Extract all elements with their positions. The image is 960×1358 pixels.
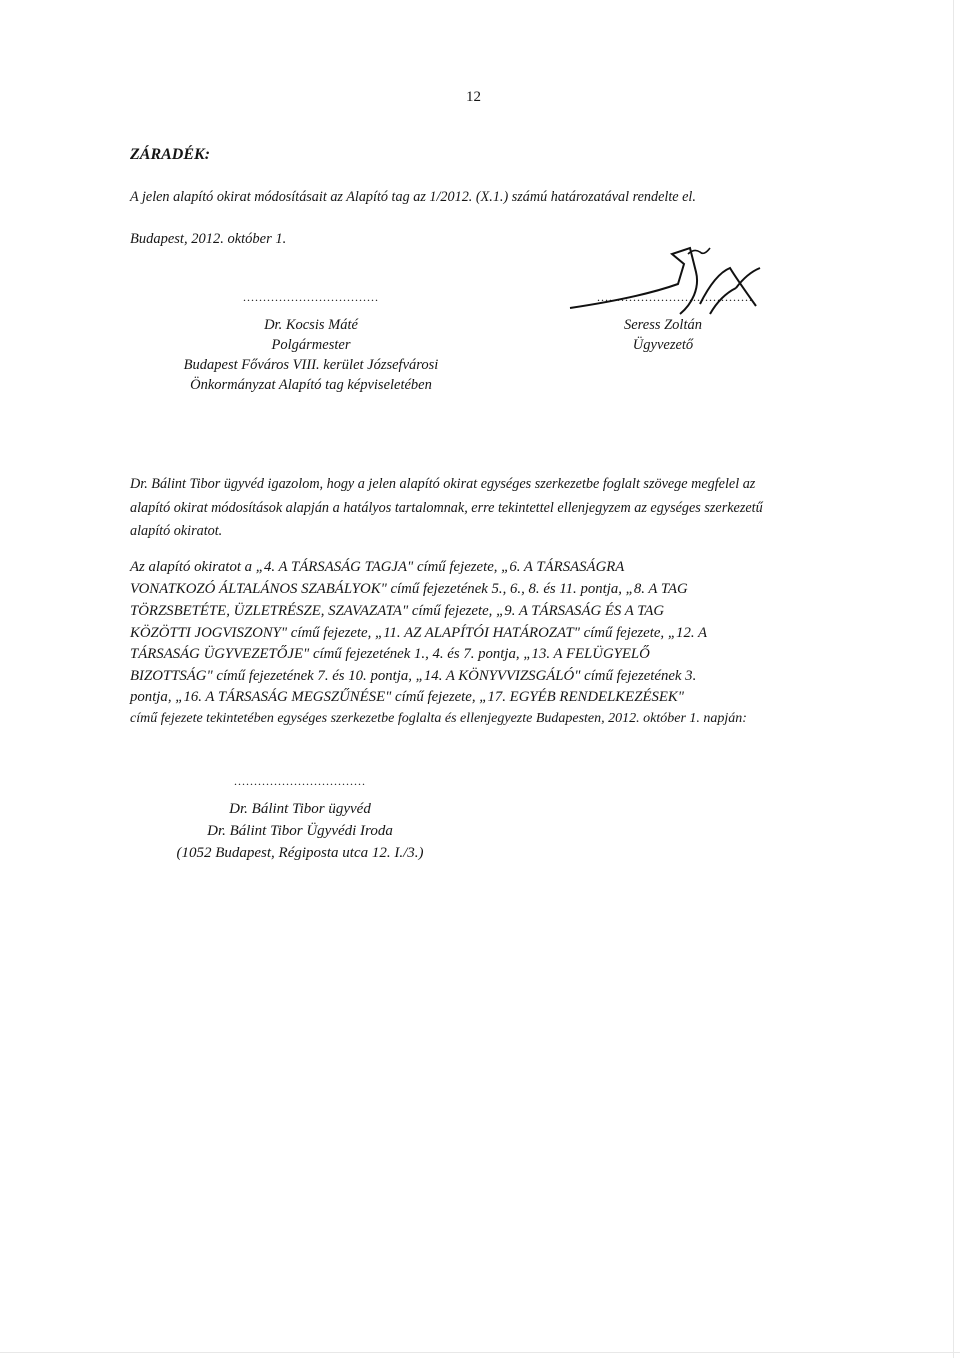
signatory-name: Seress Zoltán: [623, 317, 702, 333]
attestation-line: Dr. Bálint Tibor ügyvéd igazolom, hogy a jelen alapító okirat egységes szerkezetbe foglalt szövege megfelel az: [130, 476, 756, 492]
signatory-title: Polgármester: [271, 337, 351, 353]
date-line: Budapest, 2012. október 1.: [130, 231, 287, 247]
left-signature-block: [150, 292, 472, 395]
attestation-line: alapító okirat módosítások alapján a hatályos tartalomnak, erre tekintettel ellenjegyzem az egységes szerkezetű: [130, 500, 763, 516]
chapters-line: KÖZÖTTI JOGVISZONY" című fejezete, „11. AZ ALAPÍTÓI HATÁROZAT" című fejezete, „12. A: [130, 625, 708, 641]
lawyer-office: Dr. Bálint Tibor Ügyvédi Iroda: [207, 823, 393, 839]
intro-line: A jelen alapító okirat módosításait az Alapító tag az 1/2012. (X.1.) számú határozatával rendelte el.: [130, 189, 696, 205]
signature-dots: .................................: [234, 774, 366, 788]
signatory-organization: Budapest Főváros VIII. kerület Józsefvárosi: [183, 357, 439, 373]
chapters-line: BIZOTTSÁG" című fejezetének 7. és 10. pontja, „14. A KÖNYVVIZSGÁLÓ" című fejezetének 3.: [130, 668, 697, 684]
handwritten-signature: [560, 244, 800, 344]
lawyer-name: Dr. Bálint Tibor ügyvéd: [229, 801, 371, 817]
chapters-line: TÁRSASÁG ÜGYVEZETŐJE" című fejezetének 1., 4. és 7. pontja, „13. A FELÜGYELŐ: [130, 646, 650, 662]
lawyer-signature-block: [150, 776, 450, 864]
signature-dots: ..................................: [243, 290, 379, 304]
lawyer-address: (1052 Budapest, Régiposta utca 12. I./3.): [176, 845, 424, 861]
scan-edge-line: [0, 1352, 960, 1353]
chapters-line: TÖRZSBETÉTE, ÜZLETRÉSZE, SZAVAZATA" című fejezete, „9. A TÁRSASÁG ÉS A TAG: [130, 603, 665, 619]
chapters-line: VONATKOZÓ ÁLTALÁNOS SZABÁLYOK" című fejezetének 5., 6., 8. és 11. pontja, „8. A TAG: [130, 581, 688, 597]
signature-dots: .......................................: [597, 290, 753, 304]
scan-edge-line: [953, 0, 954, 1358]
signatory-name: Dr. Kocsis Máté: [264, 317, 358, 333]
signatory-capacity: Önkormányzat Alapító tag képviseletében: [190, 377, 432, 393]
chapters-line: Az alapító okiratot a „4. A TÁRSASÁG TAGJA" című fejezete, „6. A TÁRSASÁGRA: [130, 559, 625, 575]
chapters-line: pontja, „16. A TÁRSASÁG MEGSZŰNÉSE" című fejezete, „17. EGYÉB RENDELKEZÉSEK": [130, 689, 685, 705]
signatory-title: Ügyvezető: [632, 337, 694, 353]
page-number: 12: [466, 89, 481, 105]
attestation-line: alapító okiratot.: [130, 523, 223, 539]
clause-heading: ZÁRADÉK:: [130, 146, 211, 163]
chapters-line: című fejezete tekintetében egységes szerkezetbe foglalta és ellenjegyezte Budapesten, 2012. október 1. napján:: [130, 711, 747, 726]
